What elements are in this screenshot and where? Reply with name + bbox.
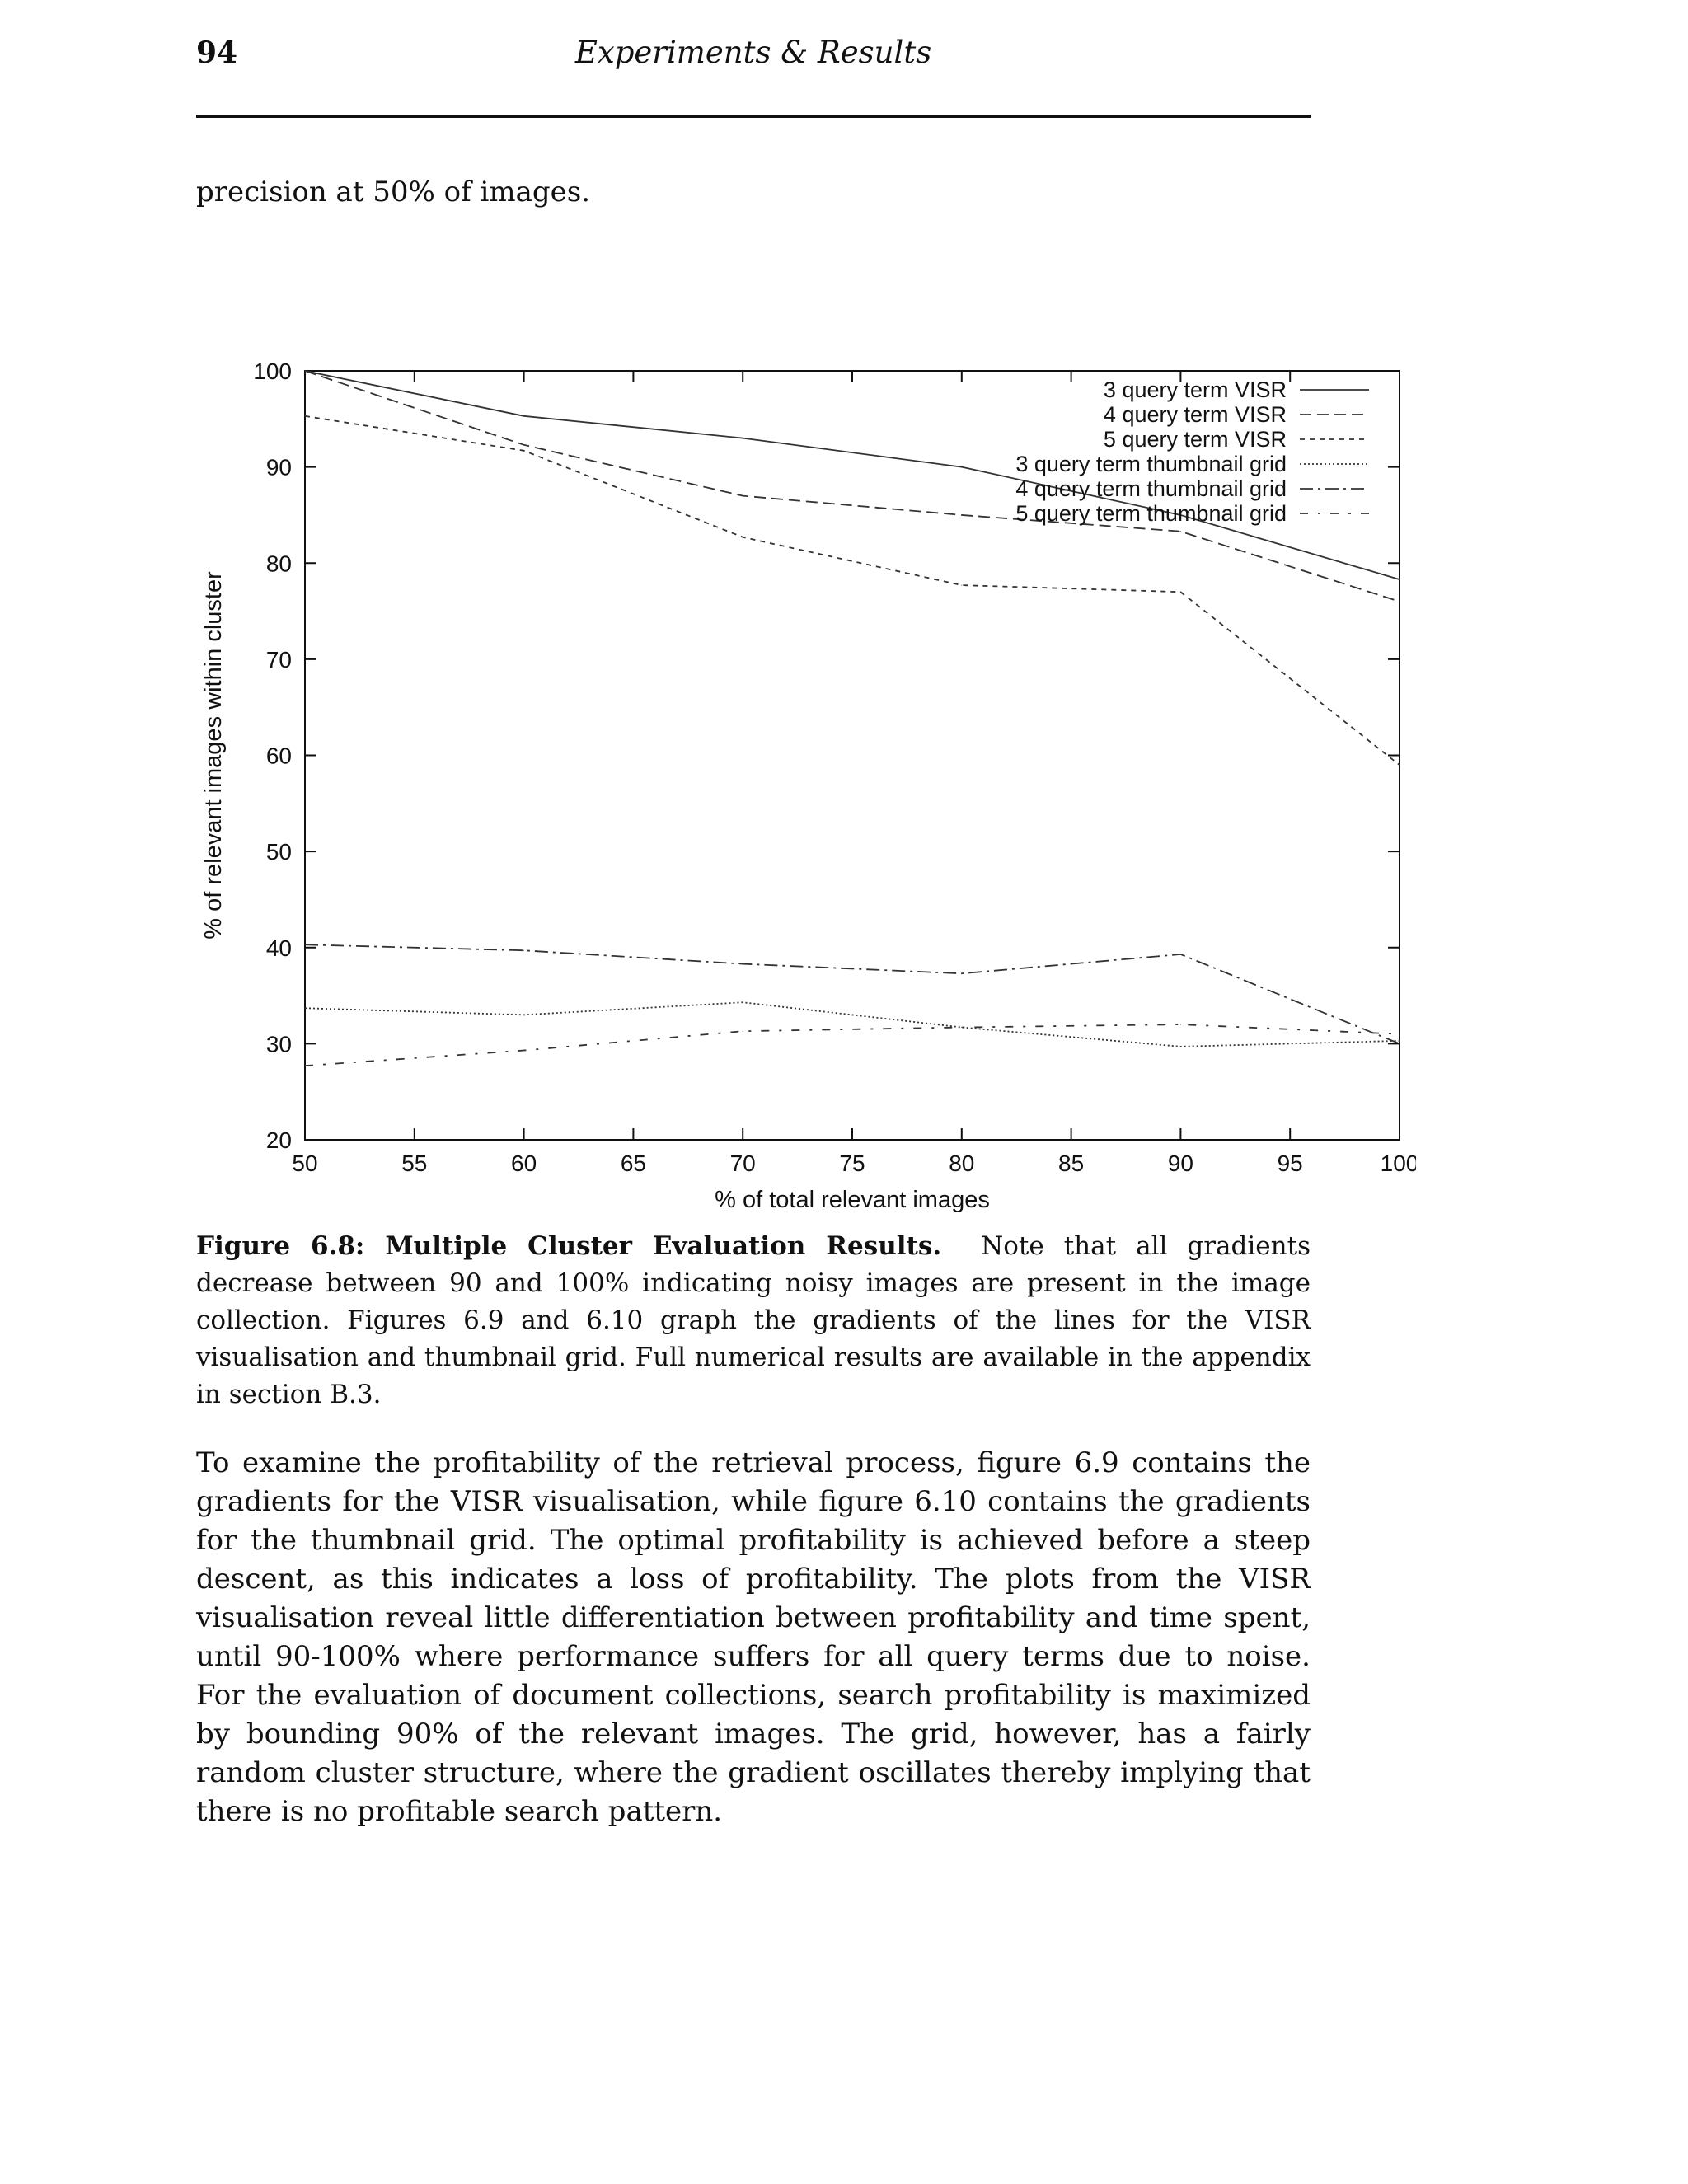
x-tick-label-70: 70 bbox=[729, 1151, 756, 1176]
y-tick-label-40: 40 bbox=[265, 935, 292, 961]
x-tick-label-75: 75 bbox=[839, 1151, 865, 1176]
series-5-point-60 bbox=[523, 950, 524, 951]
y-tick-label-100: 100 bbox=[253, 359, 292, 384]
series-1-point-80 bbox=[961, 466, 962, 467]
figure bbox=[196, 346, 1416, 1220]
x-tick-label-65: 65 bbox=[620, 1151, 646, 1176]
series-2-point-90 bbox=[1180, 531, 1181, 532]
y-tick-label-50: 50 bbox=[265, 839, 292, 865]
series-3-point-60 bbox=[523, 450, 524, 451]
legend-label-4: 3 query term thumbnail grid bbox=[1015, 452, 1287, 476]
series-4-point-50 bbox=[305, 1008, 306, 1009]
series-3-point-80 bbox=[961, 585, 962, 586]
lead-text: precision at 50% of images. bbox=[196, 176, 591, 209]
y-tick-label-80: 80 bbox=[265, 551, 292, 577]
series-6-point-90 bbox=[1180, 1024, 1181, 1025]
legend-label-2: 4 query term VISR bbox=[1103, 402, 1287, 427]
y-tick-label-30: 30 bbox=[265, 1031, 292, 1057]
series-6-point-60 bbox=[523, 1050, 524, 1051]
page-number: 94 bbox=[196, 35, 238, 70]
series-2-point-60 bbox=[523, 444, 524, 445]
series-line-4 bbox=[305, 1002, 1400, 1047]
series-3-point-90 bbox=[1180, 592, 1181, 593]
y-tick-label-20: 20 bbox=[265, 1127, 292, 1153]
series-line-5 bbox=[305, 944, 1400, 1043]
x-tick-label-95: 95 bbox=[1277, 1151, 1303, 1176]
x-tick-label-85: 85 bbox=[1058, 1151, 1085, 1176]
series-6-point-80 bbox=[961, 1027, 962, 1028]
legend-label-5: 4 query term thumbnail grid bbox=[1015, 476, 1287, 501]
x-tick-label-80: 80 bbox=[949, 1151, 975, 1176]
y-tick-label-90: 90 bbox=[265, 454, 292, 480]
x-tick-label-50: 50 bbox=[292, 1151, 318, 1176]
x-axis-label: % of total relevant images bbox=[715, 1187, 990, 1213]
caption-text: Note that all gradients decrease between 90 and 100% indicating noisy images are present in the image collection. Figures 6.9 and 6.10 graph the gradients of the lines for the VISR visualisation and thumbnail grid. Full numerical results are available in the appendix in section B.3. bbox=[196, 1231, 1311, 1409]
series-2-point-50 bbox=[305, 371, 306, 372]
x-tick-label-60: 60 bbox=[511, 1151, 537, 1176]
series-5-point-50 bbox=[305, 944, 306, 945]
legend-label-1: 3 query term VISR bbox=[1103, 377, 1287, 402]
figure-caption bbox=[196, 1228, 1311, 1413]
x-tick-label-90: 90 bbox=[1167, 1151, 1193, 1176]
x-tick-label-55: 55 bbox=[401, 1151, 428, 1176]
series-line-6 bbox=[305, 1024, 1400, 1066]
line-chart bbox=[196, 346, 1416, 1220]
header-rule bbox=[196, 115, 1311, 118]
series-5-point-80 bbox=[961, 973, 962, 974]
series-4-point-90 bbox=[1180, 1046, 1181, 1047]
caption-label: Figure 6.8: Multiple Cluster Evaluation Results. bbox=[196, 1231, 942, 1261]
x-tick-label-100: 100 bbox=[1380, 1151, 1416, 1176]
legend-label-3: 5 query term VISR bbox=[1103, 427, 1287, 452]
y-axis-label: % of relevant images within cluster bbox=[200, 571, 227, 940]
series-1-point-60 bbox=[523, 415, 524, 416]
page-header bbox=[196, 31, 1311, 73]
y-tick-label-60: 60 bbox=[265, 743, 292, 769]
series-2-point-80 bbox=[961, 514, 962, 515]
running-title: Experiments & Results bbox=[574, 35, 932, 70]
y-tick-label-70: 70 bbox=[265, 646, 292, 673]
series-3-point-50 bbox=[305, 415, 306, 416]
legend-label-6: 5 query term thumbnail grid bbox=[1015, 501, 1287, 526]
body-paragraph: To examine the profitability of the retrieval process, figure 6.9 contains the gradients for the VISR visualisation, while figure 6.10 contains the gradients for the thumbnail grid. The optimal profitability is achieved before a steep descent, as this indicates a loss of profitability. The plots from the VISR visualisation reveal little differentiation between profitability and time spent, until 90-100% where performance suffers for all query terms due to noise. For the evaluation of document collections, search profitability is maximized by bounding 90% of the relevant images. The grid, however, has a fairly random cluster structure, where the gradient oscillates thereby implying that there is no profitable search pattern. bbox=[196, 1446, 1311, 1828]
